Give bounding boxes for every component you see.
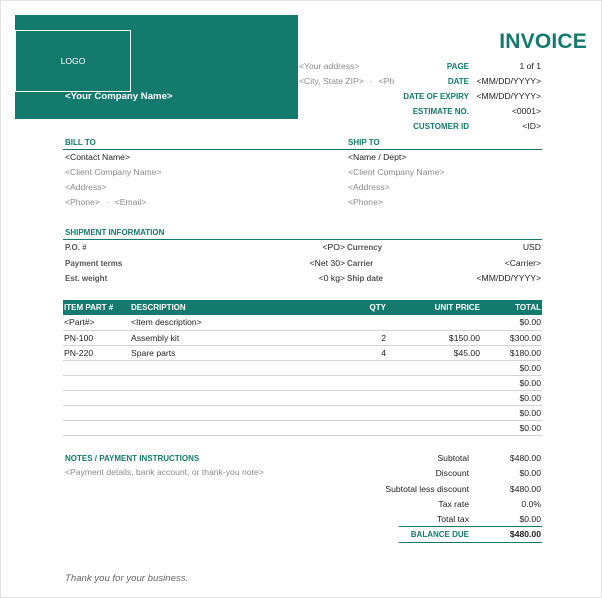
balance-due-value: $480.00: [509, 529, 541, 539]
cell-part[interactable]: [63, 405, 130, 420]
col-header-description: DESCRIPTION: [130, 300, 343, 315]
tax-rate-value[interactable]: 0.0%: [521, 499, 541, 509]
table-header-row: [63, 300, 542, 315]
meta-expiry-value[interactable]: <MM/DD/YYYY>: [476, 91, 541, 101]
weight-label: Est. weight: [65, 274, 108, 283]
table-row: [63, 390, 542, 405]
cell-qty[interactable]: 2: [343, 330, 387, 345]
shipment-divider: [63, 239, 542, 240]
cell-description[interactable]: Assembly kit: [130, 330, 343, 345]
meta-customer-label: CUSTOMER ID: [413, 122, 469, 131]
company-phone: <Ph: [378, 76, 395, 86]
cell-qty[interactable]: [343, 390, 387, 405]
bill-to-phone: <Phone>: [65, 197, 100, 207]
balance-top-rule: [399, 526, 542, 527]
cell-unit-price[interactable]: [387, 405, 481, 420]
invoice-title: INVOICE: [499, 30, 587, 53]
cell-description[interactable]: [130, 420, 343, 435]
cell-qty[interactable]: 4: [343, 345, 387, 360]
cell-total: $0.00: [481, 360, 542, 375]
table-row: [63, 405, 542, 420]
weight-value[interactable]: <0 kg>: [318, 273, 345, 283]
cell-total: $0.00: [481, 315, 542, 330]
separator-dot: ·: [369, 76, 373, 86]
company-city-state-zip: <City, State ZIP>: [299, 76, 364, 86]
payment-terms-value[interactable]: <Net 30>: [309, 258, 345, 268]
meta-customer-value[interactable]: <ID>: [522, 121, 541, 131]
company-address: <Your address>: [299, 61, 360, 71]
notes-heading: NOTES / PAYMENT INSTRUCTIONS: [65, 454, 200, 463]
line-items-table: [63, 300, 542, 436]
cell-qty[interactable]: [343, 375, 387, 390]
shipment-heading: SHIPMENT INFORMATION: [65, 228, 165, 237]
cell-unit-price[interactable]: [387, 375, 481, 390]
discount-label: Discount: [435, 468, 469, 478]
cell-total: $0.00: [481, 375, 542, 390]
cell-part[interactable]: <Part#>: [63, 315, 130, 330]
cell-unit-price[interactable]: [387, 390, 481, 405]
cell-qty[interactable]: [343, 360, 387, 375]
currency-label: Currency: [347, 243, 383, 252]
total-tax-value: $0.00: [519, 514, 541, 524]
cell-total: $300.00: [481, 330, 542, 345]
cell-total: $180.00: [481, 345, 542, 360]
table-row: [63, 315, 542, 330]
meta-date-label: DATE: [447, 77, 469, 86]
cell-unit-price[interactable]: $150.00: [387, 330, 481, 345]
cell-total: $0.00: [481, 420, 542, 435]
cell-description[interactable]: [130, 360, 343, 375]
cell-unit-price[interactable]: $45.00: [387, 345, 481, 360]
cell-part[interactable]: PN-100: [63, 330, 130, 345]
bill-to-heading: BILL TO: [65, 138, 96, 147]
cell-description[interactable]: <Item description>: [130, 315, 343, 330]
col-header-total: TOTAL: [481, 300, 542, 315]
company-name: <Your Company Name>: [65, 91, 173, 102]
meta-expiry-label: DATE OF EXPIRY: [403, 92, 469, 101]
cell-part[interactable]: [63, 360, 130, 375]
payment-terms-label: Payment terms: [65, 259, 123, 268]
ship-to-name[interactable]: <Name / Dept>: [348, 152, 407, 162]
thank-you-note: Thank you for your business.: [65, 573, 189, 584]
table-row: [63, 360, 542, 375]
ship-to-company[interactable]: <Client Company Name>: [348, 167, 445, 177]
meta-estimate-label: ESTIMATE NO.: [412, 107, 469, 116]
bill-to-company[interactable]: <Client Company Name>: [65, 167, 162, 177]
carrier-value[interactable]: <Carrier>: [504, 258, 541, 268]
cell-description[interactable]: [130, 405, 343, 420]
ship-to-phone[interactable]: <Phone>: [348, 197, 383, 207]
logo-label: LOGO: [60, 56, 86, 66]
meta-page-value[interactable]: 1 of 1: [519, 61, 541, 71]
discount-value[interactable]: $0.00: [519, 468, 541, 478]
bill-ship-divider: [63, 149, 542, 150]
subtotal-value: $480.00: [509, 453, 541, 463]
col-header-qty: QTY: [343, 300, 387, 315]
logo-placeholder[interactable]: [15, 30, 131, 92]
po-value[interactable]: <PO>: [322, 242, 345, 252]
cell-qty[interactable]: [343, 315, 387, 330]
table-row: [63, 330, 542, 345]
cell-part[interactable]: [63, 375, 130, 390]
cell-description[interactable]: [130, 375, 343, 390]
total-tax-label: Total tax: [436, 514, 469, 524]
cell-qty[interactable]: [343, 420, 387, 435]
table-row: [63, 345, 542, 360]
ship-date-value[interactable]: <MM/DD/YYYY>: [476, 273, 541, 283]
cell-description[interactable]: Spare parts: [130, 345, 343, 360]
ship-date-label: Ship date: [347, 274, 384, 283]
ship-to-address[interactable]: <Address>: [348, 182, 390, 192]
bill-to-phone-email[interactable]: [65, 197, 146, 207]
cell-unit-price[interactable]: [387, 420, 481, 435]
po-label: P.O. #: [65, 243, 87, 252]
subtotal-less-discount-value: $480.00: [509, 484, 541, 494]
cell-unit-price[interactable]: [387, 360, 481, 375]
cell-unit-price[interactable]: [387, 315, 481, 330]
currency-value[interactable]: USD: [522, 242, 541, 252]
tax-rate-label: Tax rate: [438, 499, 469, 509]
meta-date-value[interactable]: <MM/DD/YYYY>: [476, 76, 541, 86]
col-header-part: ITEM PART #: [63, 300, 130, 315]
meta-estimate-value[interactable]: <0001>: [511, 106, 541, 116]
cell-part[interactable]: [63, 420, 130, 435]
bill-to-address[interactable]: <Address>: [65, 182, 107, 192]
balance-due-label: BALANCE DUE: [410, 530, 469, 539]
separator-dot: ·: [105, 197, 109, 207]
ship-to-heading: SHIP TO: [348, 138, 380, 147]
cell-part[interactable]: PN-220: [63, 345, 130, 360]
bill-to-contact[interactable]: <Contact Name>: [65, 152, 130, 162]
balance-bottom-rule: [399, 542, 542, 543]
cell-total: $0.00: [481, 390, 542, 405]
cell-total: $0.00: [481, 405, 542, 420]
table-row: [63, 420, 542, 435]
col-header-unit-price: UNIT PRICE: [387, 300, 481, 315]
subtotal-less-discount-label: Subtotal less discount: [385, 484, 469, 494]
carrier-label: Carrier: [347, 259, 374, 268]
subtotal-label: Subtotal: [437, 453, 469, 463]
bill-to-email: <Email>: [114, 197, 147, 207]
table-row: [63, 375, 542, 390]
cell-description[interactable]: [130, 390, 343, 405]
cell-qty[interactable]: [343, 405, 387, 420]
notes-text[interactable]: <Payment details, bank account, or thank-you note>: [65, 467, 264, 477]
cell-part[interactable]: [63, 390, 130, 405]
meta-page-label: PAGE: [446, 62, 469, 71]
